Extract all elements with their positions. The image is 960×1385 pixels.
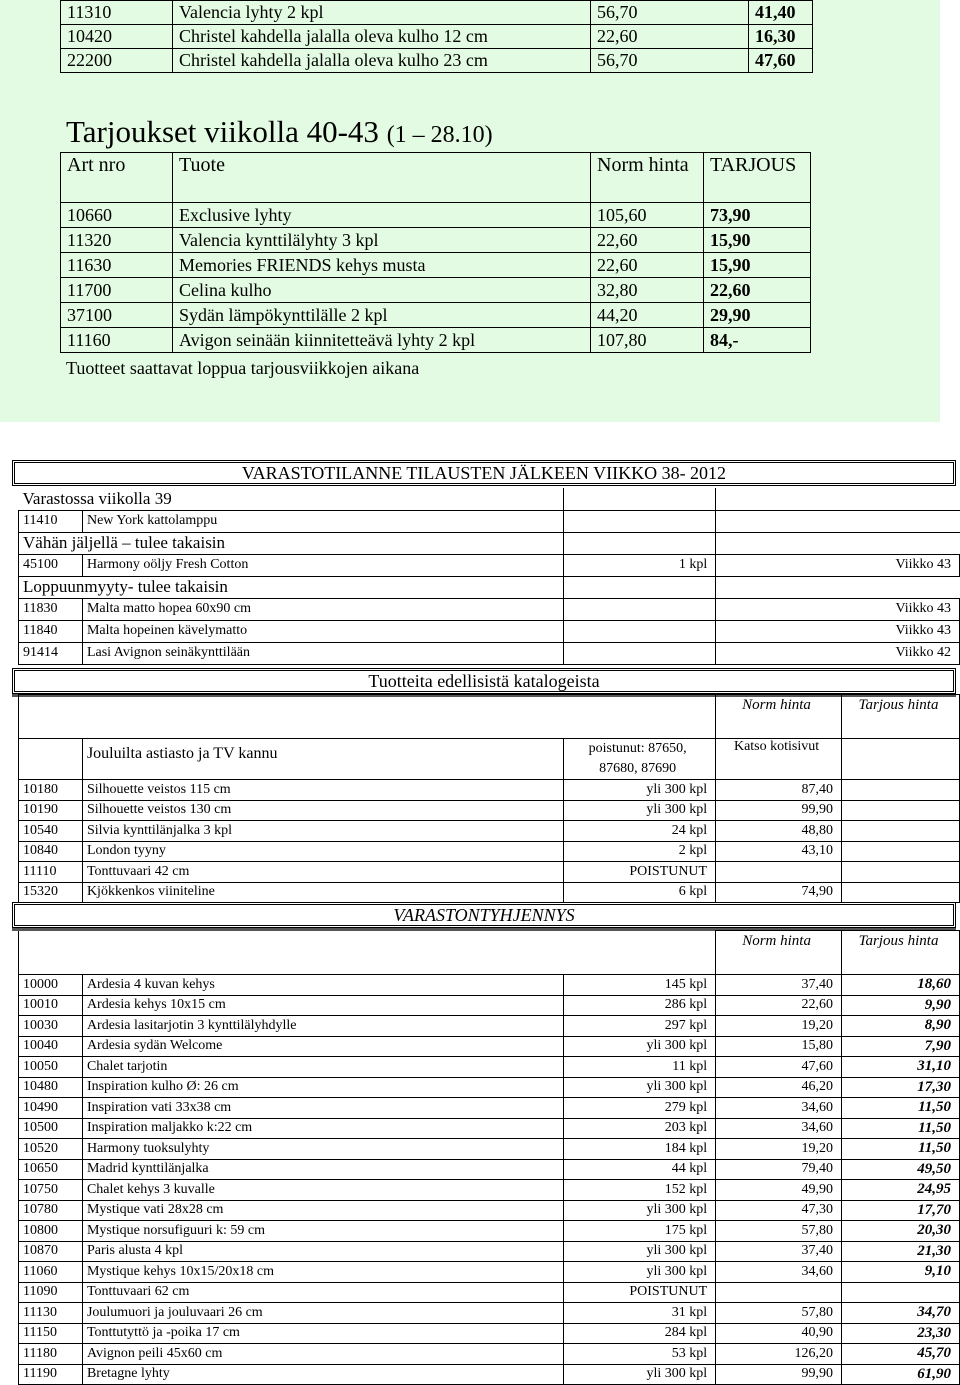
clearance-title: VARASTONTYHJENNYS [12, 902, 956, 928]
table-row: 11700 Celina kulho 32,80 22,60 [61, 278, 811, 303]
cell-norm: 22,60 [716, 995, 842, 1016]
cell-offer: 17,70 [842, 1200, 960, 1221]
cell-qty: yli 300 kpl [564, 1200, 716, 1221]
cell-norm: 40,90 [716, 1323, 842, 1344]
table-row: 11840 Malta hopeinen kävelymatto Viikko 43 [19, 620, 960, 642]
cell-product: Inspiration kulho Ø: 26 cm [82, 1077, 563, 1098]
table-row [19, 1323, 960, 1344]
cell-art: 10870 [19, 1241, 83, 1262]
table-row: 10660 Exclusive lyhty 105,60 73,90 [61, 203, 811, 228]
cell-norm: 37,40 [716, 1241, 842, 1262]
offer-note: Tuotteet saattavat loppua tarjousviikkojen aikana [66, 358, 420, 378]
cell-art: 10050 [19, 1057, 83, 1078]
cell-norm: 46,20 [716, 1077, 842, 1098]
cell-art: 10750 [19, 1180, 83, 1201]
cell-qty: 184 kpl [564, 1139, 716, 1160]
cell-norm: 47,30 [716, 1200, 842, 1221]
cell-qty: 286 kpl [564, 995, 716, 1016]
cell-art: 10650 [19, 1159, 83, 1180]
cell-product: Ardesia kehys 10x15 cm [82, 995, 563, 1016]
cell-norm: 34,60 [716, 1118, 842, 1139]
table-row: 11110 Tonttuvaari 42 cm POISTUNUT [19, 862, 960, 883]
table-row: 91414 Lasi Avignon seinäkynttilään Viikko 42 [19, 642, 960, 664]
table-row: 22200 Christel kahdella jalalla oleva kulho 23 cm 56,70 47,60 [61, 49, 813, 73]
previous-catalogues-title: Tuotteita edellisistä katalogeista [12, 668, 956, 694]
cell-product: Chalet tarjotin [82, 1057, 563, 1078]
cell-art: 10000 [19, 975, 83, 996]
table-row: Jouluilta astiasto ja TV kannu poistunut: 87650, 87680, 87690 Katso kotisivut [19, 739, 960, 780]
table-row: 11310 Valencia lyhty 2 kpl 56,70 41,40 [61, 1, 813, 25]
cell-offer: 34,70 [842, 1303, 960, 1324]
table-row [19, 1139, 960, 1160]
table-row: 10190 Silhouette veistos 130 cm yli 300 kpl 99,90 [19, 800, 960, 821]
cell-product: Mystique norsufiguuri k: 59 cm [82, 1221, 563, 1242]
cell-product: Bretagne lyhty [82, 1364, 563, 1385]
table-header: Norm hinta Tarjous hinta [19, 695, 960, 739]
table-row [19, 1180, 960, 1201]
cell-product: Avignon peili 45x60 cm [82, 1344, 563, 1365]
table-row [19, 1262, 960, 1283]
cell-product: Madrid kynttilänjalka [82, 1159, 563, 1180]
cell-offer: 9,90 [842, 995, 960, 1016]
cell-product: Tonttutyttö ja -poika 17 cm [82, 1323, 563, 1344]
cell-norm: 19,20 [716, 1139, 842, 1160]
cell-offer: 23,30 [842, 1323, 960, 1344]
table-row [19, 1159, 960, 1180]
table-row: 11410 New York kattolamppu [19, 510, 960, 532]
cell-product: Inspiration vati 33x38 cm [82, 1098, 563, 1119]
table-row: 11160 Avigon seinään kiinnitetteävä lyhty 2 kpl 107,80 84,- [61, 328, 811, 353]
section-heading: Vähän jäljellä – tulee takaisin [19, 532, 960, 554]
cell-qty: 284 kpl [564, 1323, 716, 1344]
cell-offer: 21,30 [842, 1241, 960, 1262]
table-row: 11630 Memories FRIENDS kehys musta 22,60 15,90 [61, 253, 811, 278]
cell-qty: 145 kpl [564, 975, 716, 996]
cell-product: Paris alusta 4 kpl [82, 1241, 563, 1262]
table-row [19, 1282, 960, 1303]
cell-qty: 11 kpl [564, 1057, 716, 1078]
cell-product: Inspiration maljakko k:22 cm [82, 1118, 563, 1139]
cell-offer: 11,50 [842, 1098, 960, 1119]
cell-product: Joulumuori ja jouluvaari 26 cm [82, 1303, 563, 1324]
cell-qty: 175 kpl [564, 1221, 716, 1242]
cell-qty: 31 kpl [564, 1303, 716, 1324]
cell-art: 10010 [19, 995, 83, 1016]
cell-offer: 18,60 [842, 975, 960, 996]
table-row: 11320 Valencia kynttilälyhty 3 kpl 22,60 15,90 [61, 228, 811, 253]
cell-product: Ardesia lasitarjotin 3 kynttilälyhdylle [82, 1016, 563, 1037]
cell-qty: yli 300 kpl [564, 1036, 716, 1057]
table-row [19, 1036, 960, 1057]
cell-qty: POISTUNUT [564, 1282, 716, 1303]
cell-art: 10800 [19, 1221, 83, 1242]
table-row: 10420 Christel kahdella jalalla oleva kulho 12 cm 22,60 16,30 [61, 25, 813, 49]
cell-offer: 61,90 [842, 1364, 960, 1385]
cell-norm: 37,40 [716, 975, 842, 996]
cell-norm: 19,20 [716, 1016, 842, 1037]
cell-art: 10040 [19, 1036, 83, 1057]
cell-offer: 8,90 [842, 1016, 960, 1037]
cell-art: 10520 [19, 1139, 83, 1160]
cell-norm: 34,60 [716, 1098, 842, 1119]
cell-product: Mystique vati 28x28 cm [82, 1200, 563, 1221]
section-heading: Loppuunmyyty- tulee takaisin [19, 576, 960, 598]
table-row: 45100 Harmony oöljy Fresh Cotton 1 kpl Viikko 43 [19, 554, 960, 576]
table-row: 10180 Silhouette veistos 115 cm yli 300 kpl 87,40 [19, 780, 960, 801]
cell-offer: 20,30 [842, 1221, 960, 1242]
cell-art: 11180 [19, 1344, 83, 1365]
cell-qty: 203 kpl [564, 1118, 716, 1139]
cell-qty: 297 kpl [564, 1016, 716, 1037]
cell-art: 10030 [19, 1016, 83, 1037]
table-row [19, 1077, 960, 1098]
cell-offer: 17,30 [842, 1077, 960, 1098]
stock-status-table [18, 488, 960, 665]
cell-qty: 152 kpl [564, 1180, 716, 1201]
table-header: Norm hinta Tarjous hinta [19, 931, 960, 975]
cell-offer [842, 1282, 960, 1303]
cell-art: 11090 [19, 1282, 83, 1303]
table-row [19, 1364, 960, 1385]
table-row [19, 1057, 960, 1078]
cell-norm: 99,90 [716, 1364, 842, 1385]
table-row: 37100 Sydän lämpökynttilälle 2 kpl 44,20 29,90 [61, 303, 811, 328]
table-row [19, 1344, 960, 1365]
cell-product: Ardesia 4 kuvan kehys [82, 975, 563, 996]
cell-product: Mystique kehys 10x15/20x18 cm [82, 1262, 563, 1283]
cell-offer: 7,90 [842, 1036, 960, 1057]
cell-norm: 57,80 [716, 1303, 842, 1324]
cell-art: 11150 [19, 1323, 83, 1344]
table-row [19, 1118, 960, 1139]
offer-title: Tarjoukset viikolla 40-43 (1 – 28.10) [66, 114, 493, 149]
cell-qty: 279 kpl [564, 1098, 716, 1119]
table-row [19, 975, 960, 996]
cell-norm: 79,40 [716, 1159, 842, 1180]
clearance-table [18, 930, 960, 1385]
cell-qty: 44 kpl [564, 1159, 716, 1180]
table-row: 10540 Silvia kynttilänjalka 3 kpl 24 kpl 48,80 [19, 821, 960, 842]
cell-art: 10490 [19, 1098, 83, 1119]
cell-offer: 9,10 [842, 1262, 960, 1283]
cell-art: 11060 [19, 1262, 83, 1283]
cell-product: Chalet kehys 3 kuvalle [82, 1180, 563, 1201]
cell-norm: 126,20 [716, 1344, 842, 1365]
cell-qty: yli 300 kpl [564, 1364, 716, 1385]
table-row [19, 1221, 960, 1242]
cell-offer: 24,95 [842, 1180, 960, 1201]
cell-qty: yli 300 kpl [564, 1077, 716, 1098]
table-row [19, 995, 960, 1016]
table-row [19, 1016, 960, 1037]
cell-offer: 11,50 [842, 1118, 960, 1139]
cell-qty: yli 300 kpl [564, 1262, 716, 1283]
cell-art: 11190 [19, 1364, 83, 1385]
cell-offer: 11,50 [842, 1139, 960, 1160]
cell-art: 10480 [19, 1077, 83, 1098]
cell-norm: 57,80 [716, 1221, 842, 1242]
top-price-table [60, 0, 813, 73]
table-row: 10840 London tyyny 2 kpl 43,10 [19, 841, 960, 862]
cell-offer: 45,70 [842, 1344, 960, 1365]
cell-norm: 49,90 [716, 1180, 842, 1201]
table-row [19, 1241, 960, 1262]
cell-qty: yli 300 kpl [564, 1241, 716, 1262]
cell-norm [716, 1282, 842, 1303]
table-row: 11830 Malta matto hopea 60x90 cm Viikko 43 [19, 598, 960, 620]
offer-table [60, 152, 811, 353]
table-row: 15320 Kjökkenkos viiniteline 6 kpl 74,90 [19, 882, 960, 903]
cell-art: 11130 [19, 1303, 83, 1324]
cell-product: Ardesia sydän Welcome [82, 1036, 563, 1057]
cell-art: 10780 [19, 1200, 83, 1221]
previous-catalogues-table [18, 694, 960, 903]
section-heading: Varastossa viikolla 39 [19, 488, 960, 510]
cell-product: Harmony tuoksulyhty [82, 1139, 563, 1160]
table-row [19, 1098, 960, 1119]
cell-art: 10500 [19, 1118, 83, 1139]
stock-status-title: VARASTOTILANNE TILAUSTEN JÄLKEEN VIIKKO 38- 2012 [12, 460, 956, 486]
cell-offer: 31,10 [842, 1057, 960, 1078]
cell-norm: 47,60 [716, 1057, 842, 1078]
offer-panel [0, 0, 940, 422]
cell-offer: 49,50 [842, 1159, 960, 1180]
cell-norm: 15,80 [716, 1036, 842, 1057]
cell-norm: 34,60 [716, 1262, 842, 1283]
offer-table-header: Art nro Tuote Norm hinta TARJOUS [61, 153, 811, 203]
table-row [19, 1303, 960, 1324]
table-row [19, 1200, 960, 1221]
cell-product: Tonttuvaari 62 cm [82, 1282, 563, 1303]
cell-qty: 53 kpl [564, 1344, 716, 1365]
